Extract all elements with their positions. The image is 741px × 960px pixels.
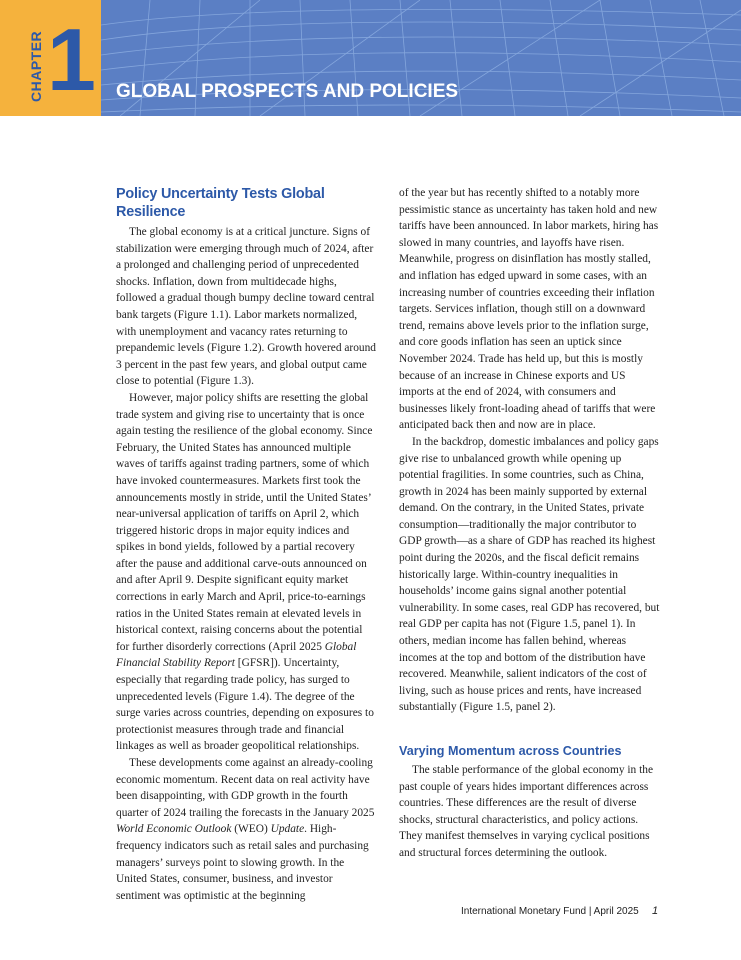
chapter-label-box [0, 0, 101, 116]
page-number: 1 [652, 905, 659, 917]
footer-publisher: International Monetary Fund | April 2025 [461, 906, 639, 917]
paragraph-continued: of the year but has recently shifted to a notably more pessimistic stance as uncertainty has taken hold and new tariffs have been announced. In labor markets, hiring has slowed in many countries, and layoffs have risen. Meanwhile, progress on disinflation has mostly stalled, and inflation has edged upward in some cases, with an increasing number of countries exceeding their inflation targets. Services inflation, though still on a downward trend, remains above levels prior to the inflation surge, and core goods inflation has seen an uptick since November 2024. Trade has held up, but this is mostly because of an increase in Chinese exports and US imports at the end of 2024, with consumers and businesses likely front-loading ahead of tariffs that were anticipated back then and now are in place. [399, 187, 659, 432]
chapter-number: 1 [47, 10, 96, 109]
right-column [399, 185, 661, 862]
left-column [116, 185, 378, 904]
paragraph: However, major policy shifts are resetting the global trade system and giving rise to uncertainty that is once again testing the resilience of the global economy. Since February, the United States has announced multiple waves of tariffs against trading partners, some of which have invoked countermeasures. Markets first took the announcements mostly in stride, until the United States’ near-universal application of tariffs on April 2, which triggered historic drops in major equity indices and spikes in bond yields, followed by a partial recovery after the pause and additional carve-outs announced on and after April 9. Despite significant equity market corrections in early March and April, price-to-earnings ratios in the United States remain at elevated levels in historical context, raising concerns about the potential for further disorderly corrections (April 2025 Global Financial Stability Report [GFSR]). Uncertainty, especially that regarding trade policy, has surged to unprecedented levels (Figure 1.4). The degree of the surge varies across countries, depending on exposures to protectionist measures through trade and financial linkages as well as broader geopolitical relationships. [116, 391, 374, 753]
paragraph: The global economy is at a critical juncture. Signs of stabilization were emerging through much of 2024, after a prolonged and challenging period of unprecedented shocks. Inflation, down from multidecade highs, followed a gradual though bumpy decline toward central bank targets (Figure 1.1). Labor markets normalized, with unemployment and vacancy rates returning to prepandemic levels (Figure 1.2). Growth hovered around 3 percent in the past few years, and global output came close to potential (Figure 1.3). [116, 226, 377, 388]
section-heading-varying-momentum: Varying Momentum across Countries [399, 744, 622, 758]
chapter-banner [0, 0, 741, 116]
paragraph: These developments come against an already-cooling economic momentum. Recent data on real activity have been disappointing, with GDP growth in the fourth quarter of 2024 trailing the forecasts in the January 2025 World Economic Outlook (WEO) Update. High-frequency indicators such as retail sales and purchasing managers’ surveys point to slowing growth. In the United States, consumer, business, and investor sentiment was optimistic at the beginning [116, 757, 375, 902]
chapter-title: GLOBAL PROSPECTS AND POLICIES [116, 81, 459, 102]
section-heading-policy-uncertainty: Policy Uncertainty Tests Global Resilience [116, 186, 325, 220]
chapter-label: CHAPTER [28, 30, 44, 102]
paragraph: The stable performance of the global economy in the past couple of years hides important differences across countries. These differences are the result of diverse shocks, structural characteristics, and policy actions. They manifest themselves in varying cyclical positions and structural forces determining the outlook. [399, 764, 654, 859]
paragraph: In the backdrop, domestic imbalances and policy gaps give rise to unbalanced growth while opening up potential fragilities. In some countries, such as China, growth in 2024 has been mainly supported by external demand. On the contrary, in the United States, private consumption—traditionally the major contributor to GDP growth—as a share of GDP has reached its highest point during the 2020s, and the fiscal deficit remains historically large. Within-country inequalities in households’ income gains signal another potential vulnerability. In some cases, real GDP has recovered, but real GDP per capita has not (Figure 1.5, panel 1). In others, median income has fallen behind, whereas incomes at the top and bottom of the distribution have recovered. Meanwhile, salient indicators of the cost of living, such as house prices and rents, have increased substantially (Figure 1.5, panel 2). [399, 435, 660, 714]
